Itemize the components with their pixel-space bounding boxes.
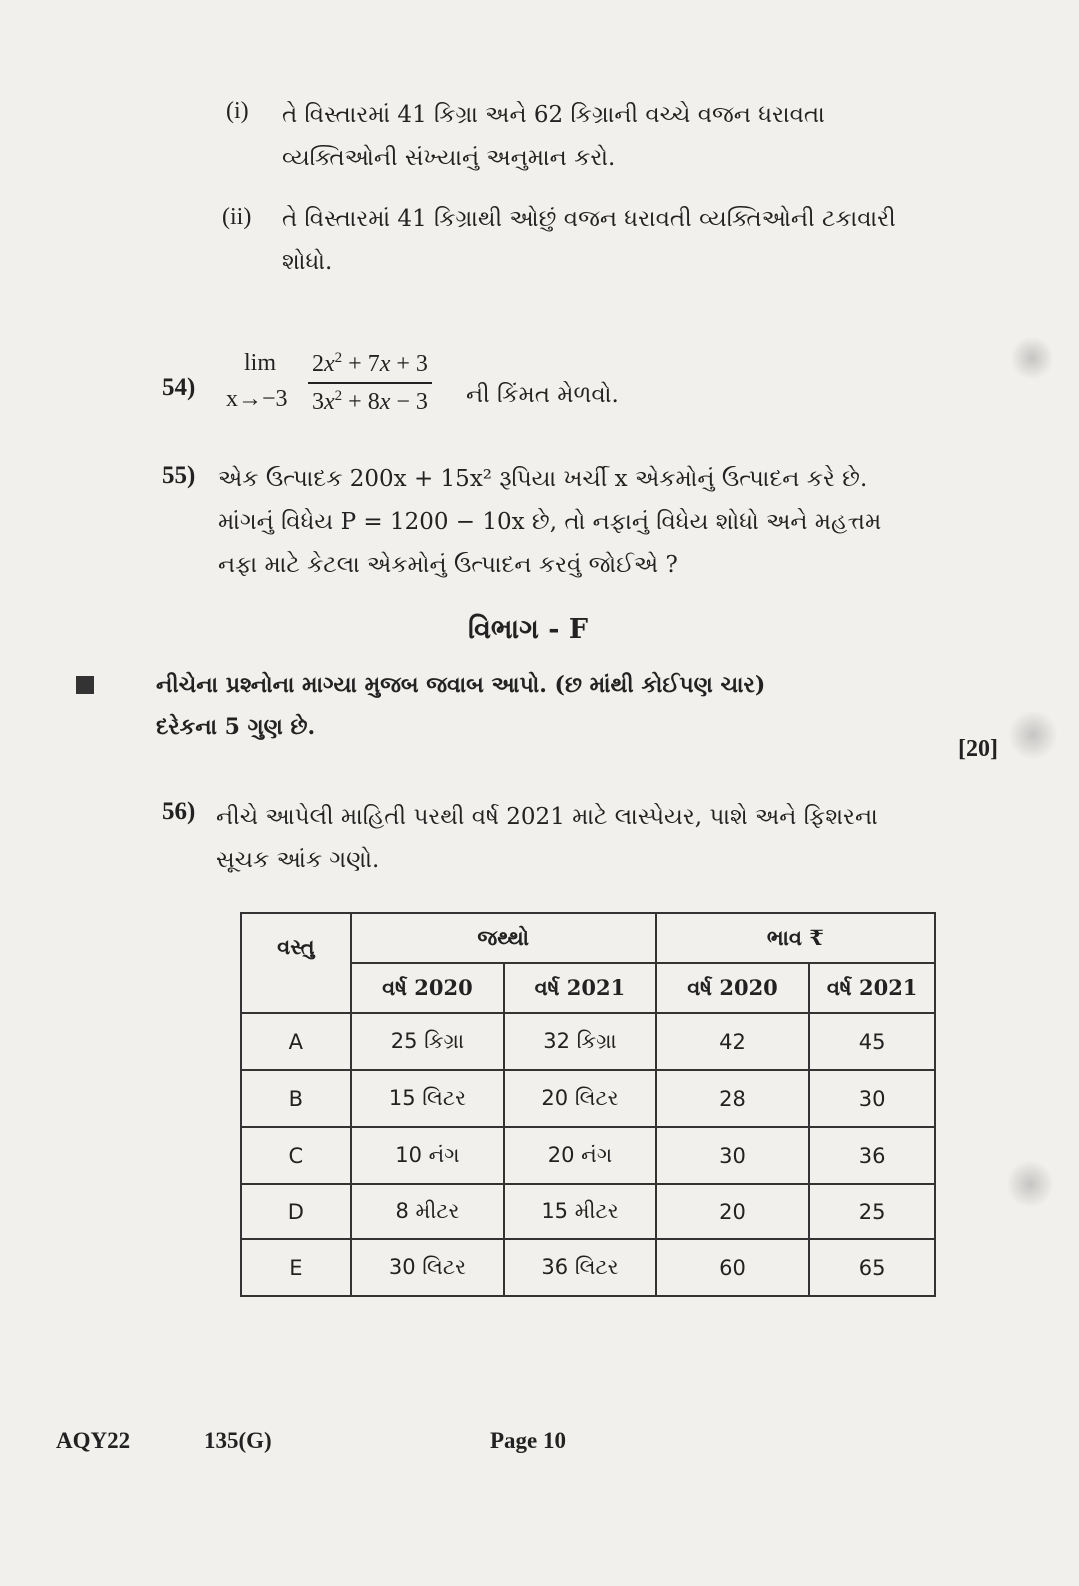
qty-2021-cell: 20 નંગ [504, 1127, 656, 1184]
q54-numerator: $2x^2 + 7x + 3$ [308, 350, 432, 384]
instruction-line1: નીચેના પ્રશ્નોના માગ્યા મુજબ જવાબ આપો. (છ માંથી કોઈપણ ચાર) [156, 672, 766, 698]
section-instruction [156, 664, 856, 748]
q54-denominator: $3x^2 + 8x - 3$ [312, 388, 428, 415]
instruction-line2: દરેકના 5 ગુણ છે. [156, 714, 316, 740]
qty-2021-cell: 15 મીટર [504, 1184, 656, 1239]
section-title: વિભાગ - F [468, 614, 589, 645]
punch-mark-icon [1008, 710, 1058, 760]
q56-line2: સૂચક આંક ગણો. [216, 847, 380, 873]
item-header: વસ્તુ [241, 913, 351, 1013]
price-2021-cell: 36 [809, 1127, 935, 1184]
q53-part-ii-line2: શોધો. [282, 249, 333, 275]
q53-part-i-line1: તે વિસ્તારમાં 41 કિગ્રા અને 62 કિગ્રાની વચ્ચે વજન ધરાવતા [282, 102, 825, 128]
item-cell: C [241, 1127, 351, 1184]
year-header: વર્ષ 2021 [504, 963, 656, 1013]
qty-2021-cell: 20 લિટર [504, 1070, 656, 1127]
q55-line2: માંગનું વિધેય P = 1200 − 10x છે, તો નફાનું વિધેય શોધો અને મહત્તમ [218, 509, 882, 535]
q54-text: ની કિંમત મેળવો. [466, 382, 619, 408]
q55-line1: એક ઉત્પાદક 200x + 15x² રૂપિયા ખર્ચી x એકમોનું ઉત્પાદન કરે છે. [218, 466, 868, 492]
qty-2020-cell: 8 મીટર [351, 1184, 505, 1239]
qty-2021-cell: 36 લિટર [504, 1239, 656, 1296]
year-header: વર્ષ 2020 [656, 963, 810, 1013]
punch-mark-icon [1010, 336, 1054, 380]
qty-2021-cell: 32 કિગ્રા [504, 1013, 656, 1070]
q54-lim-word: lim [244, 350, 277, 376]
q55-text [218, 458, 918, 587]
index-number-table [240, 912, 936, 1297]
price-2020-cell: 60 [656, 1239, 810, 1296]
q56-line1: નીચે આપેલી માહિતી પરથી વર્ષ 2021 માટે લાસ્પેયર, પાશે અને ફિશરના [216, 804, 878, 830]
price-2020-cell: 30 [656, 1127, 810, 1184]
q55-line3: નફા માટે કેટલા એકમોનું ઉત્પાદન કરવું જોઈએ ? [218, 552, 678, 578]
qty-2020-cell: 10 નંગ [351, 1127, 505, 1184]
item-cell: E [241, 1239, 351, 1296]
item-cell: D [241, 1184, 351, 1239]
qty-2020-cell: 15 લિટર [351, 1070, 505, 1127]
footer-code: AQY22 [56, 1428, 131, 1453]
square-bullet-icon [76, 676, 94, 694]
q53-part-i-line2: વ્યક્તિઓની સંખ્યાનું અનુમાન કરો. [282, 145, 616, 171]
q56-text [216, 796, 916, 882]
table-row [241, 1184, 935, 1239]
q55-number: 55) [162, 462, 196, 489]
qty-2020-cell: 30 લિટર [351, 1239, 505, 1296]
q54-number: 54) [162, 374, 196, 401]
q53-part-i-label: (i) [226, 98, 249, 124]
q53-part-ii-label: (ii) [222, 204, 252, 230]
price-2021-cell: 30 [809, 1070, 935, 1127]
footer-page: Page 10 [490, 1428, 567, 1453]
item-cell: A [241, 1013, 351, 1070]
price-2021-cell: 65 [809, 1239, 935, 1296]
q54-fraction [308, 350, 432, 416]
price-2021-cell: 45 [809, 1013, 935, 1070]
punch-mark-icon [1006, 1160, 1054, 1208]
q53-part-ii-line1: તે વિસ્તારમાં 41 કિગ્રાથી ઓછું વજન ધરાવતી વ્યક્તિઓની ટકાવારી [282, 206, 896, 232]
quantity-header: જથ્થો [351, 913, 656, 963]
price-2021-cell: 25 [809, 1184, 935, 1239]
price-header: ભાવ ₹ [656, 913, 935, 963]
table-row [241, 1013, 935, 1070]
section-marks: [20] [958, 736, 998, 762]
price-2020-cell: 42 [656, 1013, 810, 1070]
table-row [241, 1127, 935, 1184]
q56-number: 56) [162, 798, 196, 825]
q54-lim-sub: x→−3 [226, 386, 288, 412]
item-cell: B [241, 1070, 351, 1127]
footer-paper: 135(G) [204, 1428, 272, 1453]
year-header: વર્ષ 2020 [351, 963, 505, 1013]
qty-2020-cell: 25 કિગ્રા [351, 1013, 505, 1070]
year-header: વર્ષ 2021 [809, 963, 935, 1013]
q53-part-i-text [282, 94, 962, 180]
q53-part-ii-text [282, 198, 962, 284]
table-row [241, 1070, 935, 1127]
table-row [241, 1239, 935, 1296]
price-2020-cell: 20 [656, 1184, 810, 1239]
price-2020-cell: 28 [656, 1070, 810, 1127]
